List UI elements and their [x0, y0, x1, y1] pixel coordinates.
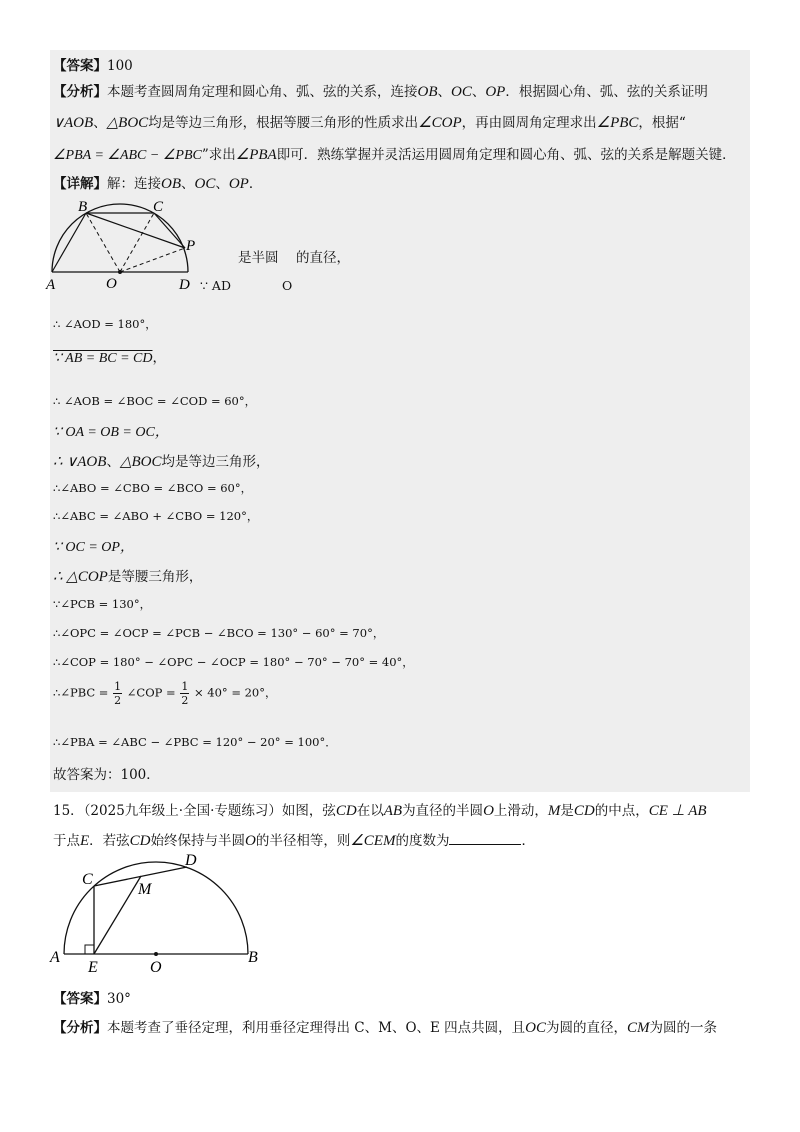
math-pba-formula: ∠PBA = ∠ABC − ∠PBC	[53, 148, 202, 163]
math-o: O	[483, 803, 494, 819]
math-cop: ∴ △COP	[53, 569, 108, 585]
question-text: ．	[521, 833, 535, 849]
question-text: 的中点，	[594, 803, 649, 819]
math-oc: OC	[525, 1020, 547, 1036]
analysis-text: 为圆的一条	[649, 1020, 718, 1036]
question-number: 15．	[53, 803, 84, 819]
segment-oc	[120, 213, 154, 272]
step-cop: ∴∠COP = 180° − ∠OPC − ∠OCP = 180° − 70° − 70° = 40°，	[53, 655, 414, 669]
question-text: 上滑动，	[493, 803, 548, 819]
center-point	[154, 952, 158, 956]
math-ob: OB	[417, 84, 438, 100]
math-pba: ∠PBA	[235, 147, 277, 163]
semicircle-figure-2	[44, 848, 274, 976]
question-text: 于点	[53, 833, 80, 849]
label-b: B	[248, 949, 258, 966]
q14-detail-line	[53, 172, 262, 193]
detail-label: 【详解】	[53, 176, 107, 192]
analysis-text: 本题考查了垂径定理，利用垂径定理得出 C、M、O、E 四点共圆，且	[107, 1020, 526, 1036]
analysis-text: ，根据“	[638, 115, 686, 131]
center-o-label: O	[282, 278, 293, 293]
figure-caption-b: 的直径，	[296, 250, 350, 266]
math-cm: CM	[627, 1020, 650, 1036]
step-oc-op	[53, 536, 134, 556]
label-o: O	[106, 276, 117, 292]
question-text: ．若弦	[89, 833, 130, 849]
right-angle-mark	[85, 945, 94, 954]
math-e: E	[80, 833, 90, 849]
sep: 、	[106, 454, 120, 470]
segment-em	[94, 876, 141, 954]
math-aob: ∨AOB	[53, 115, 94, 131]
math-oc: OC	[451, 84, 472, 100]
question-text: 是	[560, 803, 574, 819]
step-isosceles	[53, 565, 202, 586]
analysis-label: 【分析】	[53, 1020, 107, 1036]
step-arcs	[53, 346, 166, 367]
step-radii	[53, 421, 169, 441]
analysis-text: 即可．熟练掌握并灵活运用圆周角定理和圆心角、弧、弦的关系是解题关键．	[276, 147, 736, 163]
analysis-text: 均是等边三角形，根据等腰三角形的性质求出	[148, 115, 419, 131]
label-b: B	[78, 199, 88, 215]
math-boc: △BOC	[119, 454, 162, 470]
q14-analysis-line-3	[53, 143, 736, 164]
step-abc: ∴∠ABC = ∠ABO + ∠CBO = 120°，	[53, 509, 259, 523]
math-radii: ∵ OA = OB = OC，	[53, 425, 169, 440]
question-text: 的半径相等，则	[255, 833, 351, 849]
analysis-text: ，再由圆周角定理求出	[461, 115, 597, 131]
question-text: （2025九年级上·全国·专题练习）如图，弦	[83, 803, 336, 819]
q14-analysis-line-1	[53, 80, 708, 101]
q15-line-2	[53, 829, 535, 850]
sep: ．	[248, 176, 263, 192]
analysis-text: 本题考查圆周角定理和圆心角、弧、弦的关系，连接	[107, 84, 418, 100]
label-o: O	[150, 959, 162, 976]
math-boc: △BOC	[106, 115, 149, 131]
q14-analysis-line-2	[53, 111, 686, 132]
question-text: 在以	[356, 803, 384, 819]
numerator: 1	[181, 680, 189, 693]
q14-answer-line	[53, 54, 133, 74]
q15-line-1	[53, 799, 707, 820]
q15-analysis-line	[53, 1016, 717, 1037]
label-c: C	[153, 199, 164, 215]
question-text: 的度数为	[395, 833, 450, 849]
analysis-text: ．根据圆心角、弧、弦的关系证明	[505, 84, 708, 100]
final-answer-line	[53, 763, 160, 783]
segment-ob	[86, 213, 120, 272]
because-ad: ∵ AD	[200, 278, 231, 293]
math-pbc: ∠PBC	[596, 115, 639, 131]
q15-answer-line	[53, 987, 131, 1007]
math-ob: OB	[161, 176, 181, 192]
step-central-angles: ∴ ∠AOB = ∠BOC = ∠COD = 60°，	[53, 394, 257, 408]
math-cd: CD	[129, 833, 151, 849]
step-text: ∠COP =	[126, 685, 176, 700]
step-text: × 40° = 20°，	[193, 685, 277, 700]
sep: 、	[215, 176, 229, 192]
detail-text: 解：连接	[107, 176, 161, 192]
math-oc-op: ∵ OC = OP，	[53, 540, 134, 555]
label-a: A	[46, 277, 56, 293]
step-pba: ∴∠PBA = ∠ABC − ∠PBC = 120° − 20° = 100°．	[53, 735, 337, 749]
math-op: OP	[485, 84, 506, 100]
step-text: 均是等边三角形，	[161, 454, 270, 470]
math-oc: OC	[194, 176, 216, 192]
answer-value: 100	[107, 58, 133, 74]
analysis-text: 为圆的直径，	[546, 1020, 628, 1036]
math-cem: ∠CEM	[350, 833, 396, 849]
label-p: P	[186, 238, 196, 254]
sep: 、	[181, 176, 195, 192]
figure-caption-a: 是半圆	[238, 250, 279, 266]
step-equilateral	[53, 450, 269, 471]
final-value: 100．	[120, 767, 160, 783]
denominator: 2	[181, 694, 189, 707]
answer-label: 【答案】	[53, 58, 107, 74]
numerator: 1	[114, 680, 122, 693]
label-m: M	[138, 881, 152, 898]
label-a: A	[50, 949, 60, 966]
math-ab: AB	[383, 803, 403, 819]
answer-blank[interactable]	[449, 832, 521, 845]
step-text: ∴∠PBC =	[53, 685, 109, 700]
label-c: C	[82, 871, 93, 888]
math-o: O	[245, 833, 256, 849]
sep: 、	[471, 84, 486, 100]
question-text: 始终保持与半圆	[150, 833, 246, 849]
chord-ab	[52, 213, 86, 272]
final-label: 故答案为：	[53, 767, 121, 783]
math-cop: ∠COP	[418, 115, 462, 131]
step-pbc-half	[53, 680, 277, 707]
answer-label: 【答案】	[53, 991, 107, 1007]
semicircle-arc	[52, 204, 188, 272]
label-d: D	[179, 277, 190, 293]
math-ce-perp-ab: CE ⊥ AB	[648, 803, 707, 819]
analysis-text: ”求出	[201, 147, 236, 163]
math-aob: ∴ ∨AOB	[53, 454, 107, 470]
step-text: 是等腰三角形，	[107, 569, 203, 585]
segment-op	[120, 248, 185, 272]
semicircle-figure-1	[40, 196, 215, 294]
math-m: M	[547, 803, 561, 819]
denominator: 2	[114, 694, 122, 707]
sep: 、	[437, 84, 451, 100]
question-text: 为直径的半圆	[402, 803, 484, 819]
fraction-half	[180, 680, 189, 707]
label-e: E	[88, 959, 98, 976]
sep: ，	[152, 350, 166, 366]
sep: 、	[93, 115, 107, 131]
label-d: D	[185, 852, 197, 869]
math-cd: CD	[573, 803, 595, 819]
answer-value: 30°	[107, 991, 131, 1007]
math-cd: CD	[335, 803, 357, 819]
math-arc-equality: ∵ AB = BC = CD	[53, 351, 153, 366]
center-point	[118, 270, 122, 274]
step-opc: ∴∠OPC = ∠OCP = ∠PCB − ∠BCO = 130° − 60° = 70°，	[53, 626, 385, 640]
step-aod: ∴ ∠AOD = 180°，	[53, 317, 157, 331]
math-op: OP	[228, 176, 249, 192]
fraction-half	[113, 680, 122, 707]
step-pcb: ∵∠PCB = 130°，	[53, 597, 152, 611]
step-abo: ∴∠ABO = ∠CBO = ∠BCO = 60°，	[53, 481, 253, 495]
analysis-label: 【分析】	[53, 84, 107, 100]
